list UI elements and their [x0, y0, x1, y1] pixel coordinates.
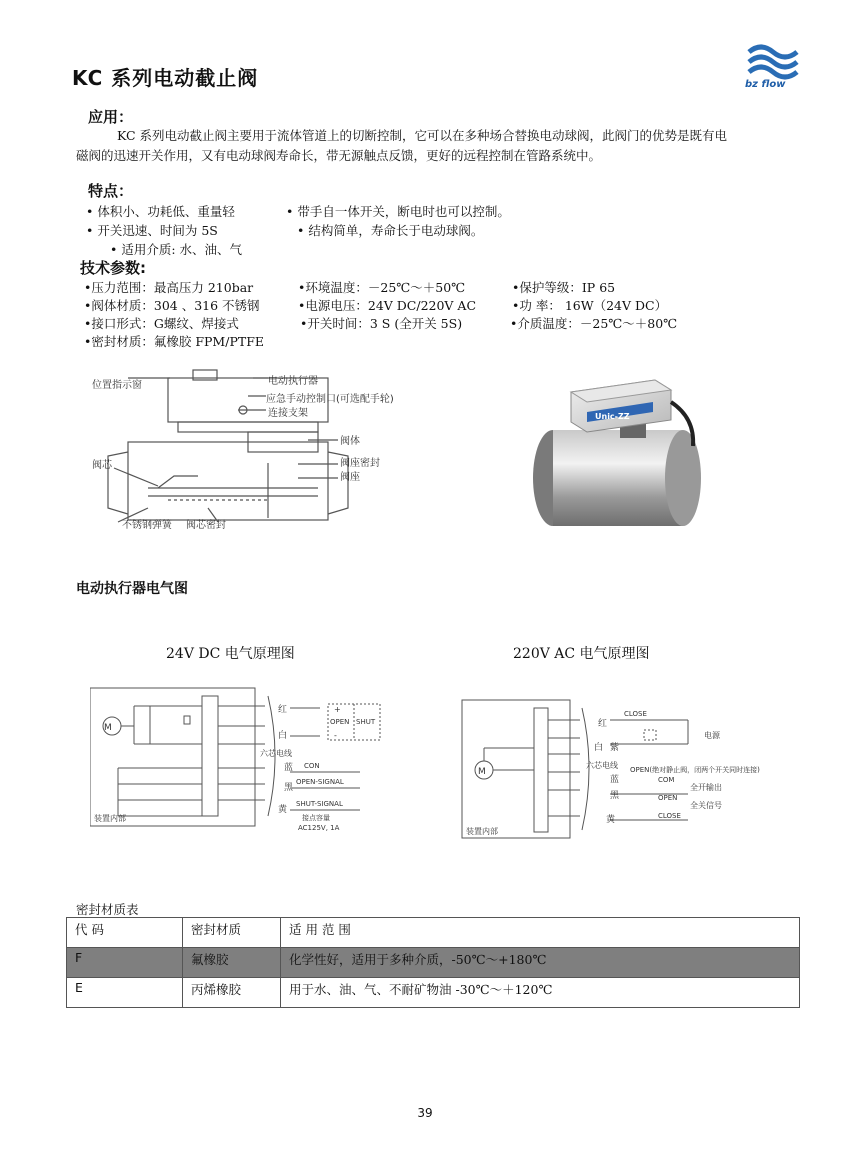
dc-wire-yellow: 黄 [278, 805, 288, 815]
seal-material-table [66, 917, 800, 1008]
dc-wire-white: 白 [278, 731, 288, 741]
ac-motor-label: M [478, 767, 486, 777]
dc-motor-label: M [104, 723, 112, 733]
dc-wire-red: 红 [278, 705, 288, 715]
dc-wiring-diagram [90, 686, 395, 842]
ac-power: 电源 [704, 731, 720, 740]
spec-cell: •保护等级：IP 65 [512, 280, 616, 295]
valve-product-photo [525, 368, 715, 538]
dc-inside-label: 装置内部 [94, 814, 126, 823]
ac-wire-red: 红 [598, 719, 608, 729]
dc-con: CON [304, 762, 320, 770]
valve-section-drawing [88, 368, 438, 540]
ac-com: COM [658, 776, 675, 784]
dc-capacity: 接点容量 [302, 814, 330, 822]
label-manual: 应急手动控制口(可选配手轮) [266, 394, 394, 405]
logo-text: bz flow [745, 79, 786, 90]
ac-six-core: 六芯电线 [586, 761, 618, 770]
dc-six-core: 六芯电线 [260, 749, 292, 758]
table-cell: 丙烯橡胶 [183, 978, 281, 1008]
ac-wire-blue: 蓝 [610, 775, 620, 785]
dc-minus: - [334, 731, 337, 740]
label-seat: 阀座 [340, 472, 360, 483]
ac-output: 输出 [706, 783, 722, 792]
table-header-row [67, 918, 800, 948]
spec-cell: •压力范围：最高压力 210bar [84, 280, 254, 295]
feature-item: • 结构简单，寿命长于电动球阀。 [297, 223, 484, 238]
page-title: KC 系列电动截止阀 [72, 66, 259, 90]
photo-brand-label: Unic-ZZ [595, 412, 630, 421]
ac-wire-white: 白 [594, 743, 604, 753]
dc-wire-blue: 蓝 [284, 763, 294, 773]
dc-shut-signal: SHUT-SIGNAL [296, 800, 343, 808]
feature-item: • 开关迅速、时间为 5S [86, 223, 218, 238]
ac-signal: 信号 [706, 801, 722, 810]
spec-cell: •开关时间：3 S (全开关 5S) [300, 316, 463, 331]
ac-wire-yellow: 黄 [606, 815, 616, 825]
dc-open: OPEN [330, 718, 350, 726]
table-header-cell: 代 码 [67, 918, 183, 948]
feature-item: • 带手自一体开关，断电时也可以控制。 [286, 204, 510, 219]
table-row [67, 948, 800, 978]
dc-diagram-title: 24V DC 电气原理图 [166, 646, 295, 662]
ac-open: OPEN [658, 794, 678, 802]
table-header-cell: 适 用 范 围 [281, 918, 800, 948]
ac-wire-purple: 紫 [610, 743, 620, 753]
ac-diagram-title: 220V AC 电气原理图 [513, 646, 650, 662]
table-cell: F [67, 948, 183, 978]
electrical-section-title: 电动执行器电气图 [76, 581, 188, 597]
table-cell: 用于水、油、气、不耐矿物油 -30℃～＋120℃ [281, 978, 800, 1008]
table-cell: 氟橡胶 [183, 948, 281, 978]
spec-cell: •环境温度：－25℃～＋50℃ [298, 280, 466, 295]
page-number: 39 [417, 1106, 433, 1120]
spec-cell: •密封材质：氟橡胶 FPM/PTFE [84, 334, 264, 349]
label-body: 阀体 [340, 436, 360, 447]
label-window: 位置指示窗 [92, 380, 142, 391]
seal-table-caption: 密封材质表 [76, 902, 139, 917]
ac-close2: CLOSE [658, 812, 681, 820]
table-header-cell: 密封材质 [183, 918, 281, 948]
application-text-2: 磁阀的迅速开关作用，又有电动球阀寿命长，带无源触点反馈，更好的远程控制在管路系统中。 [76, 148, 602, 163]
ac-close: CLOSE [624, 710, 647, 718]
dc-plus: + [334, 705, 341, 714]
feature-item: • 体积小、功耗低、重量轻 [86, 204, 235, 219]
ac-open-note: OPEN(绝对静止阀，闭两个开关同时连接) [630, 766, 760, 774]
spec-cell: •介质温度：－25℃～＋80℃ [510, 316, 678, 331]
ac-wire-black: 黑 [610, 791, 620, 801]
spec-cell: •功 率： 16W（24V DC） [512, 298, 668, 313]
features-heading: 特点： [88, 182, 134, 200]
ac-full-open: 全开 [690, 783, 706, 792]
table-cell: E [67, 978, 183, 1008]
ac-inside-label: 装置内部 [466, 827, 498, 836]
specs-heading: 技术参数: [80, 259, 146, 277]
spec-cell: •电源电压：24V DC/220V AC [298, 298, 477, 313]
spec-cell: •接口形式：G螺纹、焊接式 [84, 316, 239, 331]
label-spring: 不锈钢弹簧 [122, 520, 172, 531]
feature-item: • 适用介质: 水、油、气 [110, 242, 243, 257]
table-row [67, 978, 800, 1008]
dc-open-signal: OPEN-SIGNAL [296, 778, 344, 786]
ac-wiring-diagram [460, 698, 810, 844]
application-heading: 应用： [88, 108, 134, 126]
label-core: 阀芯 [92, 460, 112, 471]
application-text-1: KC 系列电动截止阀主要用于流体管道上的切断控制，它可以在多种场合替换电动球阀，此阀门的优势是既有电 [117, 128, 728, 143]
label-core-seal: 阀芯密封 [186, 520, 226, 531]
dc-wire-black: 黑 [284, 783, 294, 793]
dc-shut: SHUT [356, 718, 376, 726]
ac-full-close: 全关 [690, 801, 706, 810]
label-actuator: 电动执行器 [268, 376, 318, 387]
label-seat-seal: 阀座密封 [340, 458, 380, 469]
dc-rating: AC125V, 1A [298, 824, 340, 832]
label-bracket: 连接支架 [268, 408, 308, 419]
spec-cell: •阀体材质：304 、316 不锈钢 [84, 298, 260, 313]
table-cell: 化学性好，适用于多种介质，-50℃～+180℃ [281, 948, 800, 978]
